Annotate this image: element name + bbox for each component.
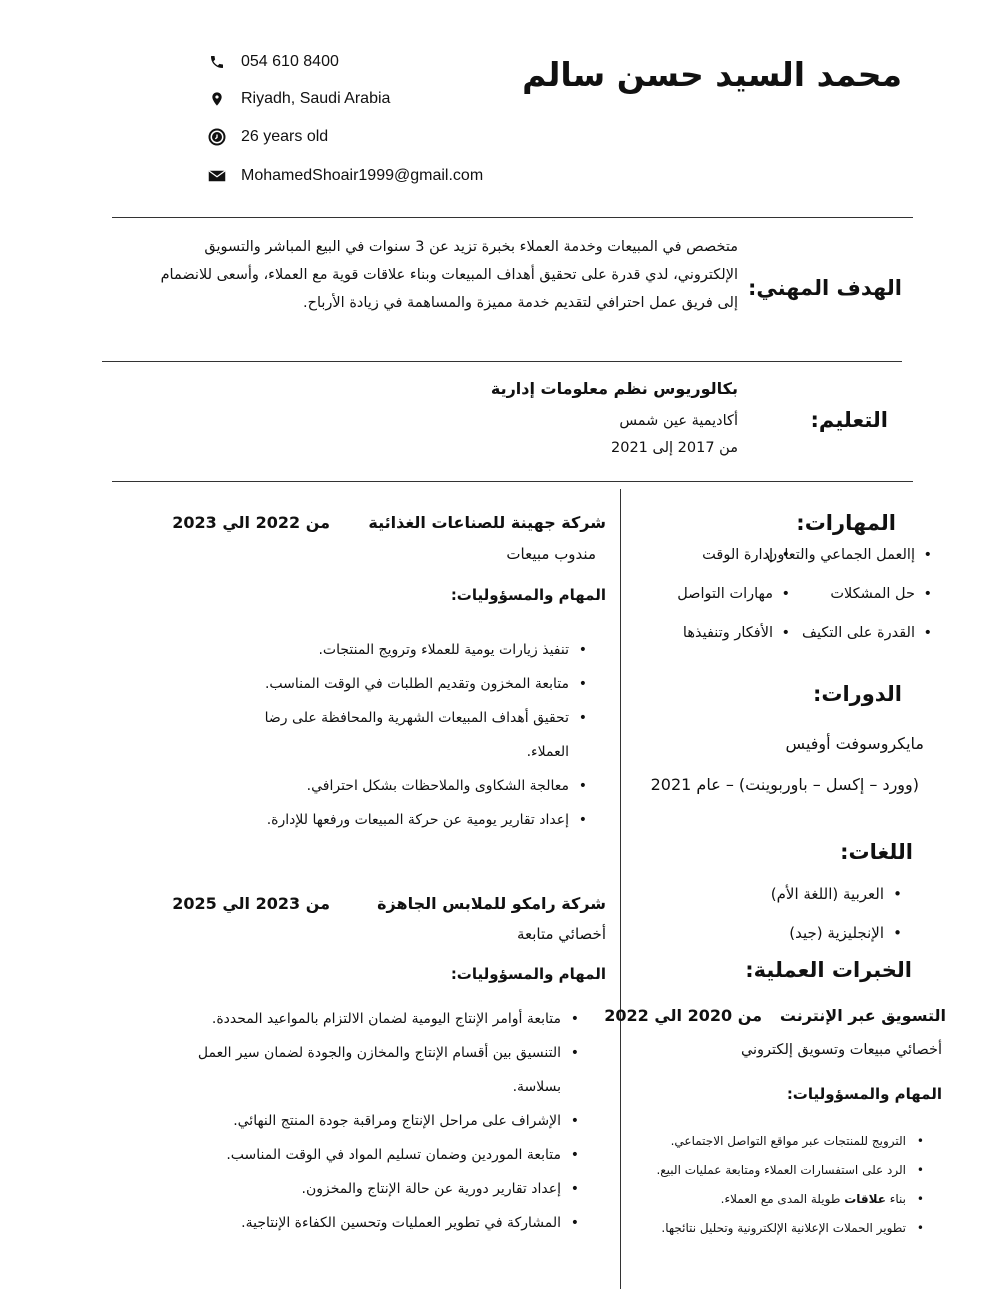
job-1-duties [608, 1127, 928, 1243]
skill-item: • الأفكار وتنفيذها [692, 625, 790, 664]
job-1-duties-title: المهام والمسؤوليات: [786, 1085, 942, 1103]
age-text: 26 years old [241, 128, 329, 145]
languages-list [771, 875, 906, 953]
job-1-role: أخصائي مبيعات وتسويق إلكتروني [740, 1042, 942, 1058]
job-2-role: مندوب مبيعات [506, 545, 596, 563]
divider-top [112, 217, 913, 218]
duty-item: • الإشراف على مراحل الإنتاج ومراقبة جودة المنتج النهائي. [183, 1104, 583, 1138]
language-item: • الإنجليزية (جيد) [771, 914, 906, 953]
duty-item: • تحقيق أهداف المبيعات الشهرية والمحافظة على رضا العملاء. [231, 701, 591, 769]
phone-icon [206, 51, 228, 73]
skill-item: • إالعمل الجماعي والتعاون [814, 547, 932, 586]
location-pin-icon [206, 88, 228, 110]
job-2-duties [231, 633, 591, 837]
contact-phone [206, 48, 339, 76]
languages-title: اللغات: [840, 840, 913, 864]
skill-item: • مهارات التواصل [692, 586, 790, 625]
course-detail: (وورد – إكسل – باوربوينت) – عام 2021 [650, 775, 919, 794]
duty-item: • الترويج للمنتجات عبر مواقع التواصل الاجتماعي. [608, 1127, 928, 1156]
job-3-duties [183, 1002, 583, 1240]
skills-list [677, 547, 932, 664]
job-3-period: من 2023 الي 2025 [172, 894, 330, 913]
location-text: Riyadh, Saudi Arabia [241, 90, 391, 107]
job-2-period: من 2022 الي 2023 [172, 513, 330, 532]
duty-item: • متابعة الموردين وضمان تسليم المواد في الوقت المناسب. [183, 1138, 583, 1172]
skill-item: • القدرة على التكيف [814, 625, 932, 664]
duty-item [608, 1185, 928, 1214]
education-degree: بكالوريوس نظم معلومات إدارية [490, 379, 738, 398]
contact-email[interactable] [206, 162, 483, 190]
education-title: التعليم: [810, 408, 888, 432]
duty-item: • تنفيذ زيارات يومية للعملاء وترويج المنتجات. [231, 633, 591, 667]
duty-item: • تطوير الحملات الإعلانية الإلكترونية وتحليل نتائجها. [608, 1214, 928, 1243]
divider-education [112, 481, 913, 482]
duty-item: • متابعة أوامر الإنتاج اليومية لضمان الالتزام بالمواعيد المحددة. [183, 1002, 583, 1036]
duty-item: • المشاركة في تطوير العمليات وتحسين الكفاءة الإنتاجية. [183, 1206, 583, 1240]
skills-title: المهارات: [796, 511, 896, 535]
candidate-name: محمد السيد حسن سالم [522, 55, 902, 94]
job-1-period: من 2020 الي 2022 [604, 1006, 762, 1025]
divider-objective [102, 361, 902, 362]
duty-item: • متابعة المخزون وتقديم الطلبات في الوقت المناسب. [231, 667, 591, 701]
contact-age [206, 123, 328, 151]
job-3-company: شركة رامكو للملابس الجاهزة [377, 894, 606, 913]
duty-item: • التنسيق بين أقسام الإنتاج والمخازن والجودة لضمان سير العمل بسلاسة. [183, 1036, 583, 1104]
language-item: • العربية (اللغة الأم) [771, 875, 906, 914]
job-3-role: أخصائي متابعة [516, 925, 606, 943]
skill-item: • إدارة الوقت [692, 547, 790, 586]
duty-text: طويلة المدى مع العملاء. [720, 1192, 845, 1206]
objective-text: متخصص في المبيعات وخدمة العملاء بخبرة تزيد عن 3 سنوات في البيع المباشر والتسويق الإلكتروني، لدي قدرة على تحقيق أهداف المبيعات وبناء علاقات قوية مع العملاء، وأسعى للانضمام إلى فريق عمل احترافي لتقديم خدمة مميزة والمساهمة في زيادة الأرباح. [160, 239, 738, 311]
job-3-duties-title: المهام والمسؤوليات: [450, 965, 606, 983]
job-1-company: التسويق عبر الإنترنت [779, 1006, 946, 1025]
duty-item: • إعداد تقارير يومية عن حركة المبيعات ورفعها للإدارة. [231, 803, 591, 837]
duty-item: • إعداد تقارير دورية عن حالة الإنتاج والمخزون. [183, 1172, 583, 1206]
experience-title: الخبرات العملية: [745, 958, 912, 982]
courses-title: الدورات: [812, 682, 902, 706]
clock-icon [206, 126, 228, 148]
education-school: أكاديمية عين شمس [619, 413, 738, 429]
job-2-company: شركة جهينة للصناعات الغذائية [368, 513, 606, 532]
email-link[interactable]: MohamedShoair1999@gmail.com [241, 167, 484, 184]
duty-bold-word: علاقات [844, 1192, 886, 1206]
duty-item: • معالجة الشكاوى والملاحظات بشكل احترافي. [231, 769, 591, 803]
job-2-duties-title: المهام والمسؤوليات: [450, 586, 606, 604]
course-name: مايكروسوفت أوفيس [785, 734, 924, 753]
education-period: من 2017 إلى 2021 [611, 440, 738, 456]
envelope-icon [206, 165, 228, 187]
duty-text: بناء [885, 1192, 906, 1206]
objective-title: الهدف المهني: [747, 276, 902, 300]
skill-item: • حل المشكلات [814, 586, 932, 625]
contact-location [206, 85, 390, 113]
phone-text: 054 610 8400 [241, 53, 339, 70]
duty-item: • الرد على استفسارات العملاء ومتابعة عمليات البيع. [608, 1156, 928, 1185]
